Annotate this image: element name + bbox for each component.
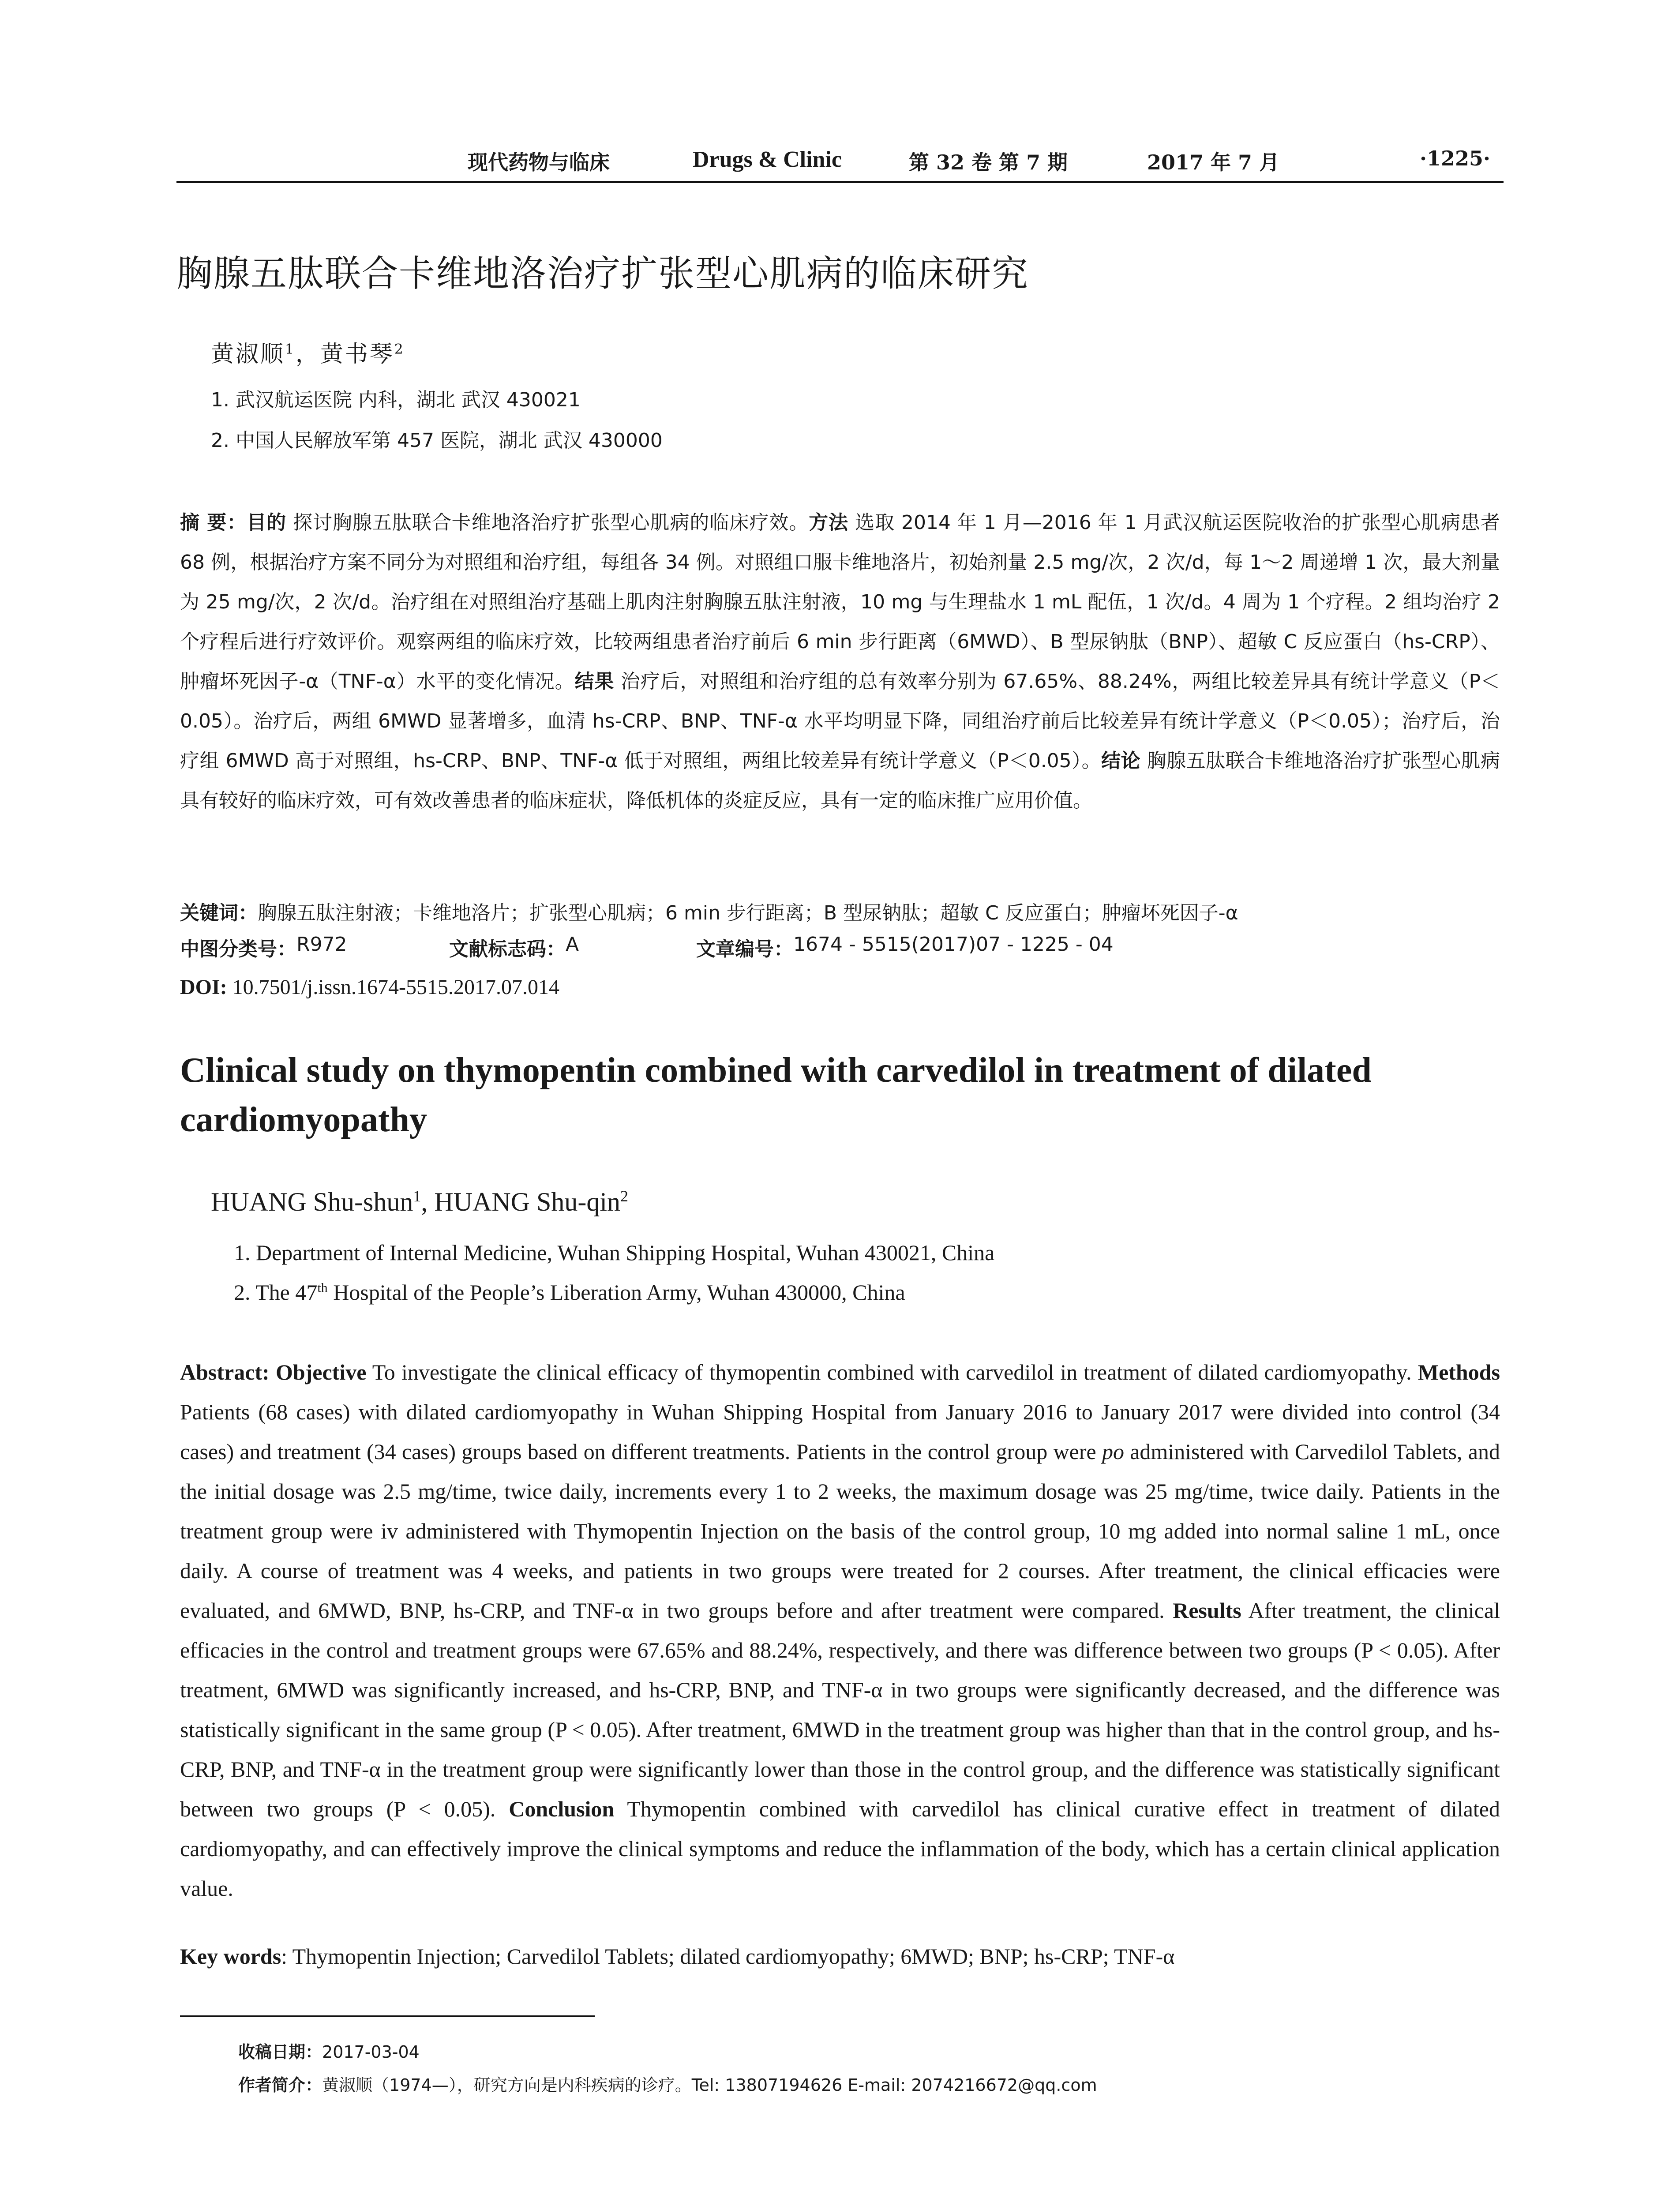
author-name: HUANG Shu-shun xyxy=(211,1187,413,1216)
results-label: 结果 xyxy=(574,670,615,693)
volume-issue: 第 32 卷 第 7 期 xyxy=(909,150,1068,174)
bio-label: 作者简介： xyxy=(238,2075,322,2095)
keywords-cn xyxy=(180,893,1500,933)
affiliation-mark: 1 xyxy=(285,341,296,357)
received-date: 2017-03-04 xyxy=(322,2042,420,2062)
abstract-cn xyxy=(180,503,1500,821)
journal-name-cn: 现代药物与临床 xyxy=(468,150,610,174)
methods-text: administered with Carvedilol Tablets, and the initial dosage was 2.5 mg/time, twice daily, increments every 1 to 2 weeks, the maximum dosage was 25 mg/time, twice daily. Patients in the treatment group were iv administered with Thymopentin Injection on the basis of the control group, 10 mg added into normal saline 1 mL, once daily. A course of treatment was 4 weeks, and patients in two groups were treated for 2 courses. After treatment, the clinical efficacies were evaluated, and 6MWD, BNP, hs-CRP, and TNF-α in two groups before and after treatment were compared. xyxy=(180,1439,1500,1623)
title-en: Clinical study on thymopentin combined with carvedilol in treatment of dilated cardiomyopathy xyxy=(180,1051,1372,1139)
objective-text: To investigate the clinical efficacy of thymopentin combined with carvedilol in treatment of dilated cardiomyopathy. xyxy=(366,1360,1418,1384)
author-separator: , xyxy=(421,1187,435,1216)
ordinal-suffix: th xyxy=(317,1280,328,1295)
abstract-en xyxy=(180,1352,1500,1908)
affiliation-cn: 1. 武汉航运医院 内科，湖北 武汉 430021 xyxy=(211,389,581,411)
objective-label: Objective xyxy=(275,1360,367,1384)
abstract-label: Abstract: xyxy=(180,1360,276,1384)
conclusion-text: 胸腺五肽联合卡维地洛治疗扩张型心肌病具有较好的临床疗效，可有效改善患者的临床症状，降低机体的炎症反应，具有一定的临床推广应用价值。 xyxy=(180,750,1500,812)
conclusion-label: Conclusion xyxy=(509,1797,615,1821)
footnote-divider xyxy=(180,2015,595,2017)
affiliation-text: Hospital of the People’s Liberation Army, Wuhan 430000, China xyxy=(327,1280,905,1305)
affiliation-en xyxy=(234,1279,905,1305)
authors-en xyxy=(211,1187,628,1217)
route-abbrev: po xyxy=(1102,1439,1124,1464)
author-separator: ， xyxy=(295,341,320,368)
affiliation-text: 2. The 47 xyxy=(234,1280,318,1305)
received-label: 收稿日期： xyxy=(238,2042,322,2062)
issue-date: 2017 年 7 月 xyxy=(1147,150,1280,174)
abstract-label: 摘 要： xyxy=(180,511,247,534)
keywords-label: Key words xyxy=(180,1944,281,1969)
doi-label: DOI: xyxy=(180,975,227,999)
objective-label: 目的 xyxy=(247,511,287,534)
keywords-text: 胸腺五肽注射液；卡维地洛片；扩张型心肌病；6 min 步行距离；B 型尿钠肽；超敏 C 反应蛋白；肿瘤坏死因子-α xyxy=(258,902,1238,924)
author-name: 黄淑顺 xyxy=(211,341,285,368)
title-cn: 胸腺五肽联合卡维地洛治疗扩张型心肌病的临床研究 xyxy=(176,253,1029,295)
affiliation-mark: 2 xyxy=(620,1187,629,1205)
authors-cn xyxy=(211,335,405,368)
received-date-note xyxy=(238,2038,420,2063)
clc-label: 中图分类号： xyxy=(180,938,296,960)
author-name: HUANG Shu-qin xyxy=(434,1187,621,1216)
keywords-label: 关键词： xyxy=(180,902,258,924)
journal-name-en: Drugs & Clinic xyxy=(693,147,842,172)
results-text: After treatment, the clinical efficacies in the control and treatment groups were 67.65% and 88.24%, respectively, and there was difference between two groups (P < 0.05). After treatment, 6MWD was significantly increased, and hs-CRP, BNP, and TNF-α in two groups were significantly decreased, and the difference was statistically significant in the same group (P < 0.05). After treatment, 6MWD in the treatment group was higher than that in the control group, and hs-CRP, BNP, and TNF-α in the treatment group were significantly lower than those in the control group, and the difference was statistically significant between two groups (P < 0.05). xyxy=(180,1598,1500,1821)
doi-line xyxy=(180,975,559,999)
doi-value: 10.7501/j.issn.1674-5515.2017.07.014 xyxy=(227,975,560,999)
clc-value: R972 xyxy=(296,933,347,956)
author-bio-note xyxy=(238,2071,1097,2096)
methods-text: 选取 2014 年 1 月—2016 年 1 月武汉航运医院收治的扩张型心肌病患者 68 例，根据治疗方案不同分为对照组和治疗组，每组各 34 例。对照组口服卡维地洛片，初始剂量 2.5 mg/次，2 次/d，每 1～2 周递增 1 次，最大剂量为 25 mg/次，2 次/d。治疗组在对照组治疗基础上肌肉注射胸腺五肽注射液，10 mg 与生理盐水 1 mL 配伍，1 次/d。4 周为 1 个疗程。2 组均治疗 2 个疗程后进行疗效评价。观察两组的临床疗效，比较两组患者治疗前后 6 min 步行距离（6MWD）、B 型尿钠肽（BNP）、超敏 C 反应蛋白（hs-CRP）、肿瘤坏死因子-α（TNF-α）水平的变化情况。 xyxy=(180,511,1500,693)
doc-code-entry xyxy=(449,933,579,961)
methods-label: 方法 xyxy=(809,511,849,534)
article-no-entry xyxy=(696,933,1114,961)
clc-entry xyxy=(180,933,347,961)
keywords-text: : Thymopentin Injection; Carvedilol Tablets; dilated cardiomyopathy; 6MWD; BNP; hs-CRP; TNF-α xyxy=(281,1944,1175,1969)
affiliation-en: 1. Department of Internal Medicine, Wuhan Shipping Hospital, Wuhan 430021, China xyxy=(234,1240,995,1265)
affiliation-mark: 1 xyxy=(413,1187,421,1205)
affiliation-mark: 2 xyxy=(394,341,405,357)
article-no-value: 1674 - 5515(2017)07 - 1225 - 04 xyxy=(793,933,1114,956)
running-header xyxy=(176,140,1504,183)
conclusion-text: Thymopentin combined with carvedilol has clinical curative effect in treatment of dilated cardiomyopathy, and can effectively improve the clinical symptoms and reduce the inflammation of the body, which has a certain clinical application value. xyxy=(180,1797,1500,1901)
bio-text: 黄淑顺（1974—），研究方向是内科疾病的诊疗。Tel: 13807194626 E-mail: 2074216672@qq.com xyxy=(322,2075,1097,2095)
objective-text: 探讨胸腺五肽联合卡维地洛治疗扩张型心肌病的临床疗效。 xyxy=(286,511,809,534)
methods-text: Patients (68 cases) with dilated cardiomyopathy in Wuhan Shipping Hospital from January 2016 to January 2017 were divided into control (34 cases) and treatment (34 cases) groups based on different treatments. Patients in the control group were xyxy=(180,1399,1500,1464)
conclusion-label: 结论 xyxy=(1101,750,1141,772)
results-label: Results xyxy=(1173,1598,1241,1623)
keywords-en xyxy=(180,1943,1174,1969)
page-number: ·1225· xyxy=(1419,146,1490,170)
doc-code-label: 文献标志码： xyxy=(449,938,566,960)
methods-label: Methods xyxy=(1418,1360,1500,1384)
results-text: 治疗后，对照组和治疗组的总有效率分别为 67.65%、88.24%，两组比较差异具有统计学意义（P＜0.05）。治疗后，两组 6MWD 显著增多，血清 hs-CRP、BNP、TNF-α 水平均明显下降，同组治疗前后比较差异有统计学意义（P＜0.05）；治疗后，治疗组 6MWD 高于对照组，hs-CRP、BNP、TNF-α 低于对照组，两组比较差异有统计学意义（P＜0.05）。 xyxy=(180,670,1500,772)
author-name: 黄书琴 xyxy=(320,341,394,368)
doc-code-value: A xyxy=(566,933,579,956)
affiliation-cn: 2. 中国人民解放军第 457 医院，湖北 武汉 430000 xyxy=(211,429,663,452)
article-no-label: 文章编号： xyxy=(696,938,793,960)
